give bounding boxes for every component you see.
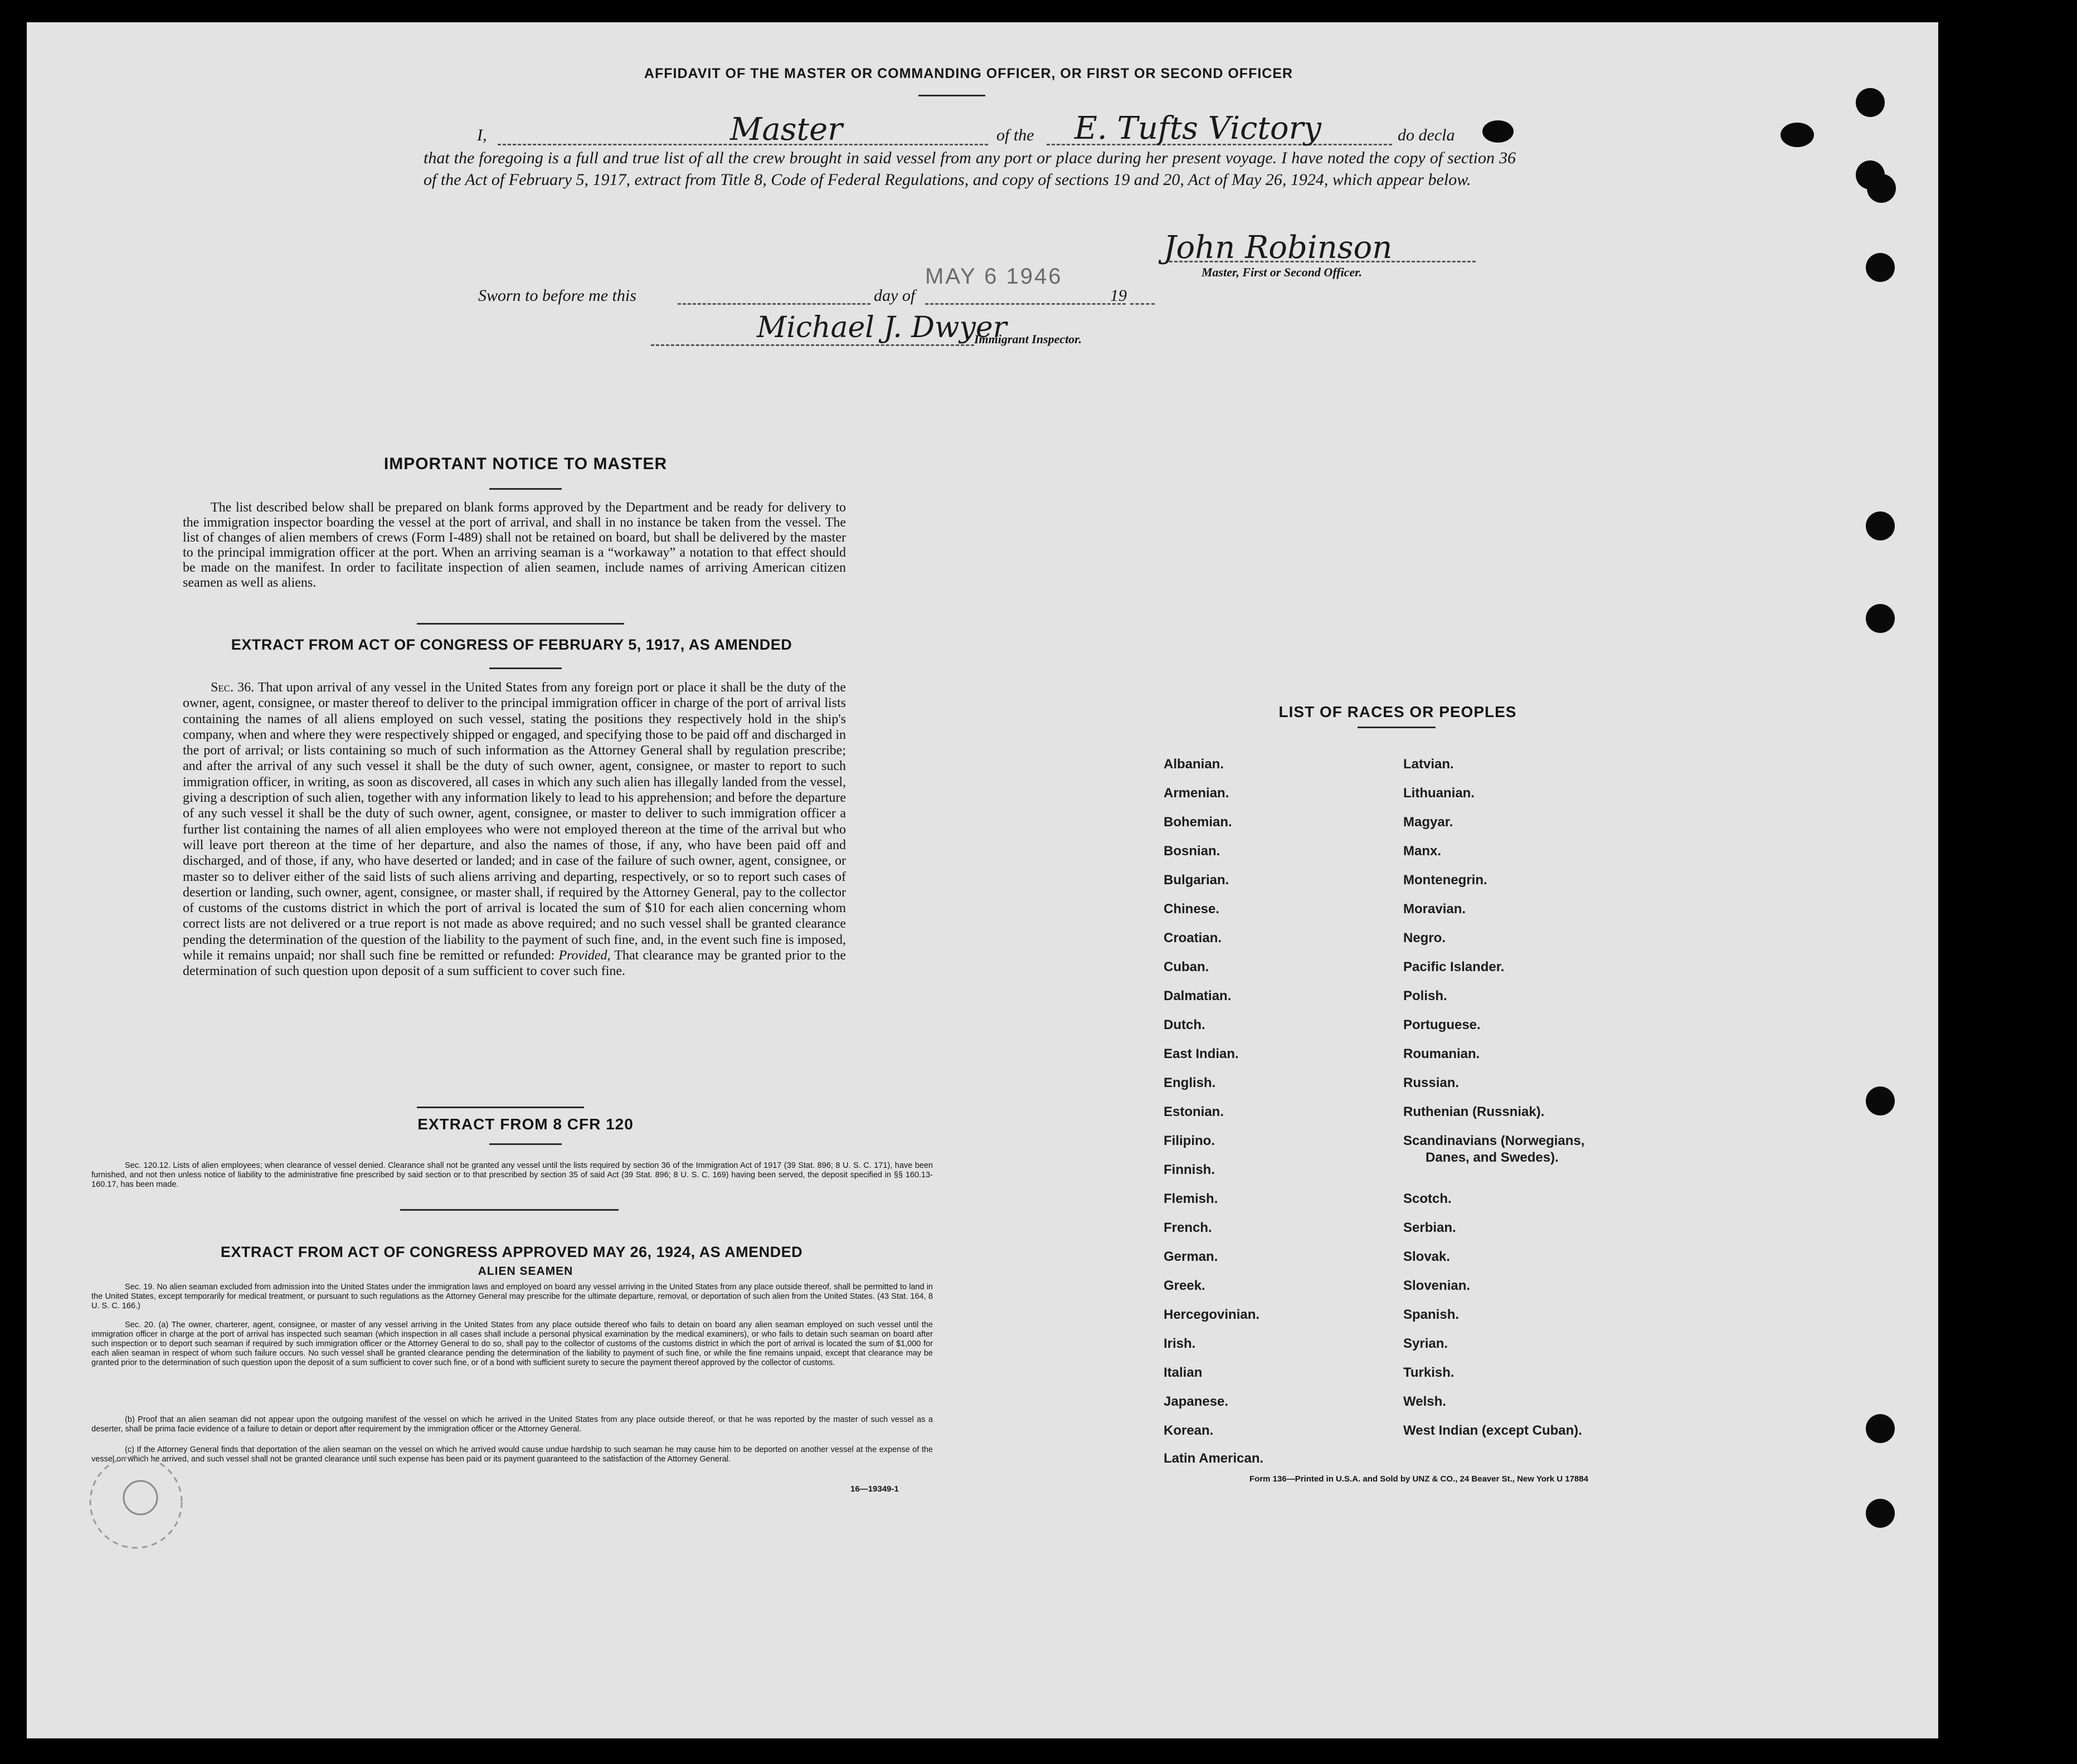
race-item: Dutch. [1164,1017,1205,1032]
race-item: Armenian. [1164,786,1229,801]
punch-hole [1866,1499,1895,1528]
extract-1917-heading: EXTRACT FROM ACT OF CONGRESS OF FEBRUARY 5, 1917, AS AMENDED [231,636,792,653]
extract-cfr-end-rule [400,1209,619,1211]
race-item: Montenegrin. [1403,873,1487,888]
race-item: Bosnian. [1164,844,1220,859]
date-stamp: MAY 6 1946 [925,264,1063,289]
punch-hole [1781,123,1814,147]
extract-cfr-rule [489,1143,562,1145]
affidavit-i: I, [477,126,487,144]
race-item: Polish. [1403,988,1447,1003]
punch-hole [1867,174,1896,203]
affidavit-heading: AFFIDAVIT OF THE MASTER OR COMMANDING OFFICER, OR FIRST OR SECOND OFFICER [644,66,1293,81]
punch-hole [1866,253,1895,282]
race-item: Lithuanian. [1403,786,1475,801]
handwritten-vessel: E. Tufts Victory [1074,110,1322,147]
extract-1924-heading: EXTRACT FROM ACT OF CONGRESS APPROVED MAY 26, 1924, AS AMENDED [220,1244,803,1260]
sec20b-text: (b) Proof that an alien seaman did not appear upon the outgoing manifest of the vessel on which he arrived in the United States from any place outside thereof, or that he was reported by the master of such vessel as a deserter, shall be prima facie evidence of a failure to detain or deport after requirement by the immigration officer or the Attorney General. [91,1415,933,1434]
race-item: Korean. [1164,1423,1214,1438]
provided-word: Provided, [558,948,611,963]
section-36-proviso: That clearance may be granted prior to the determination of such question upon deposit of a sum sufficient to cover such fine. [183,948,846,979]
race-item: Latvian. [1403,757,1454,772]
race-item: Greek. [1164,1278,1205,1293]
extract-1917-body [183,680,846,980]
race-item: Roumanian. [1403,1046,1480,1061]
inspector-line [651,344,974,346]
sec20c-text: (c) If the Attorney General finds that deportation of the alien seaman on the vessel on which he arrived would cause undue hardship to such seaman he may cause him to be deported on another vessel at the expense of the vessel on which he arrived, and such vessel shall not be granted clearance until such expense has been paid or its payment guaranteed to the satisfaction of the Attorney General. [91,1445,933,1464]
race-item: English. [1164,1075,1216,1090]
sworn-before: Sworn to before me this [478,286,636,305]
heading-rule [918,95,985,96]
notice-heading: IMPORTANT NOTICE TO MASTER [383,455,668,473]
race-item: Japanese. [1164,1394,1229,1409]
race-item: Turkish. [1403,1365,1455,1380]
extract-cfr-heading: EXTRACT FROM 8 CFR 120 [417,1115,634,1133]
alien-seamen-subheading: ALIEN SEAMEN [478,1265,573,1278]
race-item: Flemish. [1164,1191,1218,1206]
race-item: Negro. [1403,930,1446,946]
section-36-label: Sec. 36. [211,680,255,695]
punch-hole [1866,1414,1895,1443]
inspector-title: Immigrant Inspector. [974,332,1082,346]
race-item: Finnish. [1164,1162,1215,1177]
year-line [1130,303,1155,305]
sec19-text: Sec. 19. No alien seaman excluded from admission into the United States under the immigration laws and employed on board any vessel arriving in the United States from any place outside thereof, shall be permitted to land in the United States, except temporarily for medical treatment, or pursuant to such regulations as the Attorney General may prescribe for the ultimate departure, removal, or deportation of such alien from the United States. (43 Stat. 164, 8 U. S. C. 166.) [91,1283,933,1310]
notice-rule [489,488,562,490]
notice-end-rule [417,623,624,625]
race-item: French. [1164,1220,1212,1235]
race-item: Portuguese. [1403,1017,1481,1032]
signature-line [1169,261,1476,262]
races-rule [1358,727,1436,728]
race-item: Russian. [1403,1075,1460,1090]
race-item: Croatian. [1164,930,1222,946]
punch-hole [1856,88,1885,117]
race-item: Slovak. [1403,1249,1451,1264]
extract-1917-rule [489,667,562,669]
race-item: Albanian. [1164,757,1224,772]
master-signature: John Robinson [1164,230,1393,266]
race-item: Scotch. [1403,1191,1452,1206]
race-item: Estonian. [1164,1104,1224,1119]
race-item: Bohemian. [1164,815,1232,830]
race-item: Latin American. [1164,1451,1264,1466]
race-item: Syrian. [1403,1336,1448,1351]
race-item: Welsh. [1403,1394,1446,1409]
race-item: Scandinavians (Norwegians, [1403,1133,1585,1148]
affidavit-body: that the foregoing is a full and true list of all the crew brought in said vessel from any port or place during her present voyage. I have noted the copy of section 36 of the Act of February 5, 1917, extract from Title 8, Code of Federal Regulations, and copy of sections 19 and 20, Act of May 26, 1924, which appear below. [424,149,1516,189]
inspector-signature: Michael J. Dwyer [757,311,1007,344]
race-item: East Indian. [1164,1046,1239,1061]
race-item: Slovenian. [1403,1278,1471,1293]
race-item: Ruthenian (Russniak). [1403,1104,1545,1119]
affidavit-declare: do decla [1398,126,1455,144]
race-item: Bulgarian. [1164,873,1229,888]
punch-hole [1482,120,1514,143]
extract-cfr-body: Sec. 120.12. Lists of alien employees; when clearance of vessel denied. Clearance shall not be granted any vessel until the lists required by section 36 of the Immigration Act of 1917 (39 Stat. 896; 8 U. S. C. 171), have been furnished, and not then unless notice of liability to the administrative fine prescribed by said section or to that prescribed by section 35 of said Act (39 Stat. 896; 8 U. S. C. 169) having been served, the deposit specified in §§ 160.13-160.17, has been made. [91,1161,933,1189]
sworn-day-line [678,303,870,305]
sworn-month-line [925,303,1126,305]
race-item: Filipino. [1164,1133,1215,1148]
faint-stamp [80,1446,192,1558]
handwritten-rank: Master [730,111,843,148]
race-item: Danes, and Swedes). [1426,1150,1559,1165]
notice-body: The list described below shall be prepared on blank forms approved by the Department and be ready for delivery to the immigration inspector boarding the vessel at the port of arrival, and shall in no instance be taken from the vessel. The list of changes of alien members of crews (Form I-489) shall not be retained on board, but shall be delivered by the master to the principal immigration officer at the port. When an arriving seaman is a “workaway” a notation to that effect should be made on the manifest. In order to facilitate inspection of alien seamen, include names of arriving American citizen seamen as well as aliens. [183,500,846,590]
document-page [27,22,1938,1738]
race-item: Irish. [1164,1336,1196,1351]
race-item: German. [1164,1249,1218,1264]
race-item: West Indian (except Cuban). [1403,1423,1582,1438]
punch-hole [1866,1086,1895,1115]
race-item: Moravian. [1403,902,1466,917]
sec20a-text: Sec. 20. (a) The owner, charterer, agent, consignee, or master of any vessel arriving in the United States from any place outside thereof who fails to detain on board any alien seaman employed on such vessel until the immigration officer in charge at the port of arrival has inspected such seaman (which inspection in all cases shall include a personal physical examination by the medical examiners), or who fails to detain such seaman on board after such inspection or to deport such seaman if required by such immigration officer or the Attorney General to do so, shall pay to the collector of customs of the customs district in which the port of arrival is located the sum of $1,000 for each alien seaman in respect of whom such failure occurs. No such vessel shall be granted clearance pending the determination of the liability to payment of such fine, or while the fine remains unpaid, except that clearance may be granted prior to the determination of such question upon the deposit of a sum sufficient to cover such fine, or of a bond with sufficient surety to secure the payment thereof approved by the collector of customs. [91,1320,933,1367]
punch-hole [1866,511,1895,540]
affidavit-of-the: of the [996,126,1034,144]
race-item: Spanish. [1403,1307,1460,1322]
day-of: day of [874,286,916,305]
punch-hole [1866,604,1895,633]
section-36-text: That upon arrival of any vessel in the United States from any foreign port or place it shall be the duty of the owner, agent, consignee, or master thereof to deliver to the principal immigration officer in charge of the port of arrival lists containing the names of all aliens employed on such vessel, stating the positions they respectively hold in the ship's company, when and where they were respectively shipped or engaged, and specifying those to be paid off and discharged in the port of arrival; or lists containing so much of such information as the Attorney General shall by regulation prescribe; and after the arrival of any such vessel it shall be the duty of such owner, agent, consignee, or master to report to such immigration officer, in writing, as soon as discovered, all cases in which any such alien has illegally landed from the vessel, giving a description of such alien, together with any information likely to lead to his apprehension; and before the departure of any such vessel it shall be the duty of such owner, agent, consignee, or master to deliver to such immigration officer a further list containing the names of all alien employees who were not employed thereon at the time of the arrival but who will leave port thereon at the time of her departure, and also the names of those, if any, who have been paid off and discharged, and of those, if any, who have deserted or landed; and in case of the failure of such owner, agent, consignee, or master so to deliver either of the said lists of such aliens arriving and departing, respectively, or so to report such cases of desertion or landing, such owner, agent, consignee, or master shall, if required by the Attorney General, pay to the collector of customs of the customs district in which the port of arrival is located the sum of $10 for each alien concerning whom correct lists are not delivered or a true report is not made as above required; and no such vessel shall be granted clearance pending the determination of the question of the liability to the payment of such fine, and, in the event such fine is imposed, while it remains unpaid; nor shall such fine be remitted or refunded: [183,680,847,963]
race-item: Cuban. [1164,959,1209,974]
race-item: Manx. [1403,844,1442,859]
printer-line: Form 136—Printed in U.S.A. and Sold by UNZ & CO., 24 Beaver St., New York U 17884 [1249,1474,1588,1484]
race-item: Pacific Islander. [1403,959,1505,974]
race-item: Italian [1164,1365,1203,1380]
race-item: Magyar. [1403,815,1453,830]
race-item: Serbian. [1403,1220,1456,1235]
races-heading: LIST OF RACES OR PEOPLES [1278,703,1517,720]
form-code: 16—19349-1 [850,1484,899,1494]
signer-title: Master, First or Second Officer. [1202,265,1363,279]
extract-1917-end-rule [417,1107,584,1108]
race-item: Chinese. [1164,902,1220,917]
race-item: Hercegovinian. [1164,1307,1260,1322]
year-prefix: 19 [1110,286,1127,305]
race-item: Dalmatian. [1164,988,1232,1003]
